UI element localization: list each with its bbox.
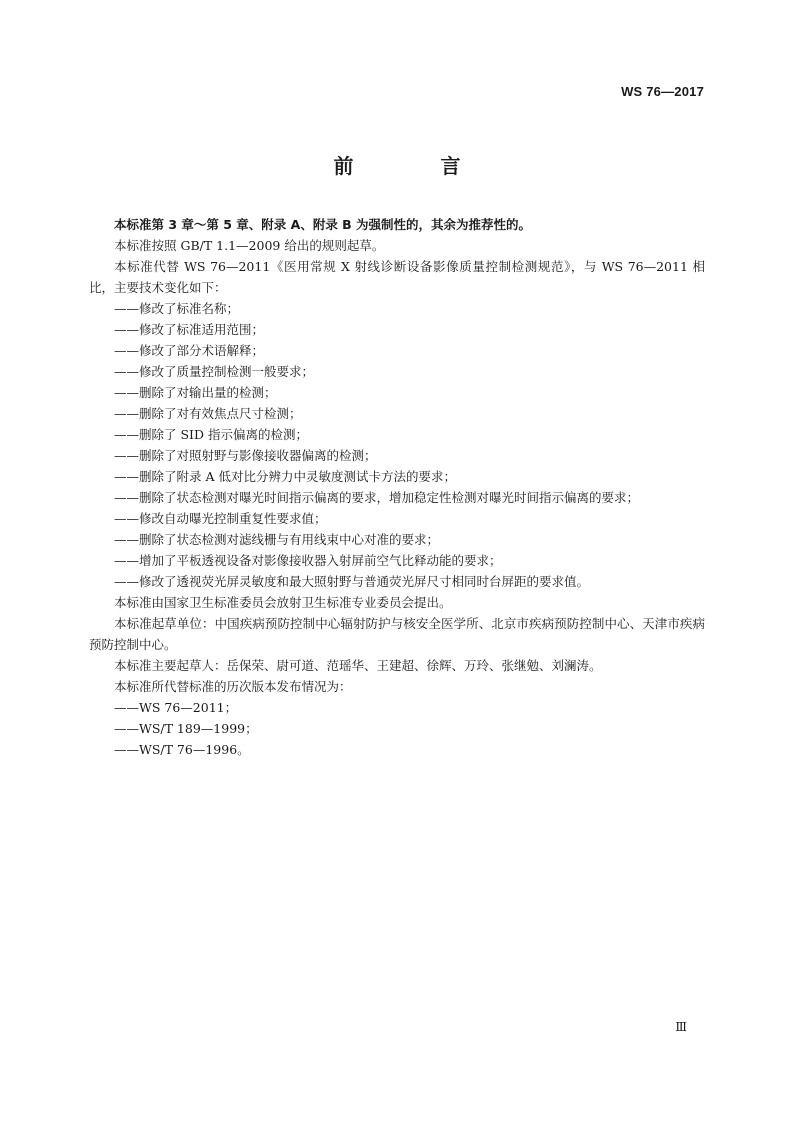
drafting-rule-paragraph: 本标准按照 GB/T 1.1—2009 给出的规则起草。 xyxy=(114,238,385,253)
drafting-units-paragraph: 本标准起草单位：中国疾病预防控制中心辐射防护与核安全医学所、北京市疾病预防控制中心、天津市疾病预防控制中心。 xyxy=(89,616,705,652)
list-item: ——修改了部分术语解释； xyxy=(114,343,265,358)
versions-list xyxy=(89,697,705,760)
replacement-paragraph: 本标准代替 WS 76—2011《医用常规 X 射线诊断设备影像质量控制检测规范》，与 WS 76—2011 相比，主要技术变化如下： xyxy=(89,259,705,295)
list-item: ——WS/T 76—1996。 xyxy=(114,742,250,757)
list-item: ——删除了对有效焦点尺寸检测； xyxy=(114,406,302,421)
changes-list xyxy=(89,298,705,592)
list-item: ——修改自动曝光控制重复性要求值； xyxy=(114,511,327,526)
list-item: ——删除了状态检测对曝光时间指示偏离的要求，增加稳定性检测对曝光时间指示偏离的要求； xyxy=(114,490,640,505)
list-item: ——删除了对照射野与影像接收器偏离的检测； xyxy=(114,448,377,463)
list-item: ——WS/T 189—1999； xyxy=(114,721,258,736)
proposer-paragraph: 本标准由国家卫生标准委员会放射卫生标准专业委员会提出。 xyxy=(114,595,452,610)
list-item: ——删除了附录 A 低对比分辨力中灵敏度测试卡方法的要求； xyxy=(114,469,456,484)
page-title: 前 言 xyxy=(333,154,501,178)
standard-code: WS 76—2017 xyxy=(621,84,704,99)
list-item: ——WS 76—2011； xyxy=(114,700,238,715)
version-history-paragraph: 本标准所代替标准的历次版本发布情况为： xyxy=(114,679,352,694)
list-item: ——增加了平板透视设备对影像接收器入射屏前空气比释动能的要求； xyxy=(114,553,502,568)
list-item: ——修改了标准适用范围； xyxy=(114,322,265,337)
list-item: ——修改了质量控制检测一般要求； xyxy=(114,364,315,379)
drafters-paragraph: 本标准主要起草人：岳保荣、尉可道、范瑶华、王建超、徐辉、万玲、张继勉、刘澜涛。 xyxy=(114,658,602,673)
list-item: ——删除了 SID 指示偏离的检测； xyxy=(114,427,308,442)
list-item: ——删除了对输出量的检测； xyxy=(114,385,277,400)
page-number: Ⅲ xyxy=(675,1020,687,1034)
list-item: ——修改了透视荧光屏灵敏度和最大照射野与普通荧光屏尺寸相同时台屏距的要求值。 xyxy=(114,574,590,589)
mandatory-clause-paragraph: 本标准第 3 章～第 5 章、附录 A、附录 B 为强制性的，其余为推荐性的。 xyxy=(114,217,532,232)
foreword-body xyxy=(89,214,705,760)
list-item: ——修改了标准名称； xyxy=(114,301,240,316)
list-item: ——删除了状态检测对滤线栅与有用线束中心对准的要求； xyxy=(114,532,440,547)
